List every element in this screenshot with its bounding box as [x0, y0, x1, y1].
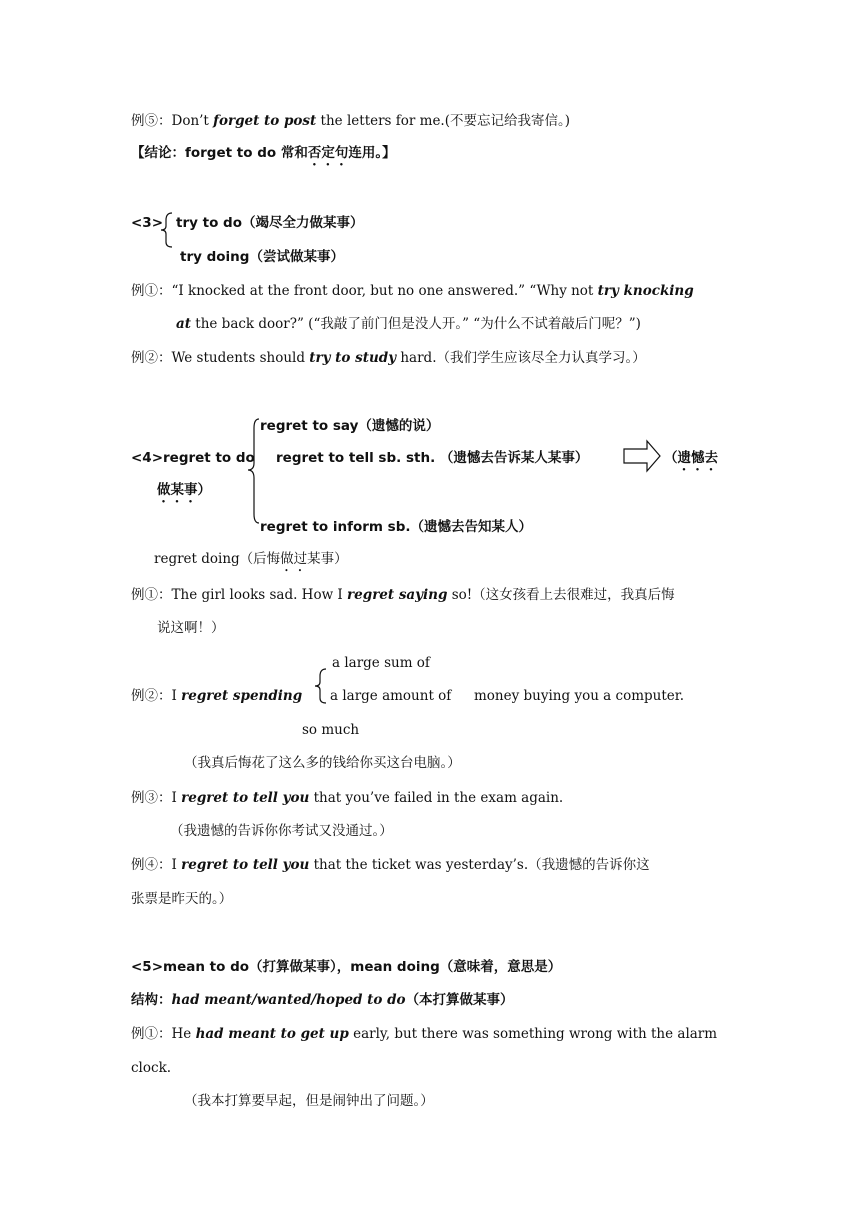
regret-example-2-rest: money buying you a computer. [474, 688, 685, 704]
regret-example-4: 例④：I regret to tell you that the ticket was yesterday’s.（我遗憾的告诉你这 [131, 857, 650, 873]
example-verb: try to study [309, 350, 397, 366]
example-verb: regret spending [181, 688, 303, 704]
arrow-right-icon [623, 440, 661, 472]
example-verb: regret to tell you [181, 790, 310, 806]
regret-doing: regret doing（后悔做过某事） [154, 551, 348, 567]
regret-option-say: regret to say（遗憾的说） [260, 418, 440, 434]
regret-example-1: 例①：The girl looks sad. How I regret saying so!（这女孩看上去很难过，我真后悔 [131, 587, 675, 603]
regret-example-3-translation: （我遗憾的告诉你你考试又没通过。） [170, 823, 393, 839]
try-option-1: try to do（竭尽全力做某事） [176, 215, 364, 231]
section-3-label: <3> [131, 215, 164, 231]
example-verb: try knocking [597, 283, 694, 299]
mean-example-1: 例①：He had meant to get up early, but there was something wrong with the alarm [131, 1026, 718, 1042]
mean-structure: 结构：had meant/wanted/hoped to do（本打算做某事） [131, 992, 514, 1008]
regret-example-1-wrap: 说这啊！） [157, 620, 225, 636]
example-verb: had meant to get up [195, 1026, 349, 1042]
try-example-1-line-2: at the back door?” (“我敲了前门但是没人开。” “为什么不试着敲后门呢？”) [176, 316, 641, 332]
regret-option-inform: regret to inform sb.（遗憾去告知某人） [260, 519, 533, 535]
regret-arrow-result-wrap [157, 481, 211, 506]
example-verb: forget to post [213, 113, 317, 129]
example-verb: regret to tell you [181, 857, 310, 873]
regret-example-2-option-2: a large amount of [330, 688, 452, 704]
regret-option-tell: regret to tell sb. sth. （遗憾去告诉某人某事） [276, 450, 589, 466]
emphasis-text: 遗憾去 [677, 450, 718, 466]
regret-example-4-wrap: 张票是昨天的。） [131, 891, 233, 907]
regret-arrow-result: （遗憾去 [664, 450, 718, 466]
structure-pattern: had meant/wanted/hoped to do [171, 992, 406, 1008]
example-verb: at [176, 316, 191, 332]
emphasis-text: 做某事） [157, 482, 211, 498]
try-example-2: 例②：We students should try to study hard.（我们学生应该尽全力认真学习。） [131, 350, 646, 366]
brace-icon [314, 668, 328, 704]
try-option-2: try doing（尝试做某事） [180, 249, 344, 265]
regret-example-2-option-1: a large sum of [332, 655, 430, 671]
try-example-1-line-1: 例①：“I knocked at the front door, but no one answered.” “Why not try knocking [131, 283, 694, 299]
example-5-forget: 例⑤：Don’t forget to post the letters for me.(不要忘记给我寄信。) [131, 113, 571, 129]
example-verb: regret saying [347, 587, 448, 603]
mean-example-1-translation: （我本打算要早起，但是闹钟出了问题。） [184, 1093, 434, 1109]
emphasis-text: 做过 [280, 551, 308, 567]
regret-example-2: 例②：I regret spending [131, 688, 303, 704]
mean-example-1-wrap: clock. [131, 1060, 172, 1076]
regret-example-2-translation: （我真后悔花了这么多的钱给你买这台电脑。） [184, 755, 461, 771]
emphasis-text: 否定句 [307, 145, 349, 161]
regret-example-2-option-3: so much [302, 722, 360, 738]
regret-example-3: 例③：I regret to tell you that you’ve failed in the exam again. [131, 790, 564, 806]
conclusion-forget: 【结论：forget to do 常和否定句连用。】 [131, 145, 396, 161]
section-5-heading: <5>mean to do（打算做某事），mean doing（意味着，意思是） [131, 959, 562, 975]
section-4-label: <4>regret to do [131, 450, 255, 466]
brace-icon [160, 212, 174, 248]
brace-icon [246, 418, 260, 524]
